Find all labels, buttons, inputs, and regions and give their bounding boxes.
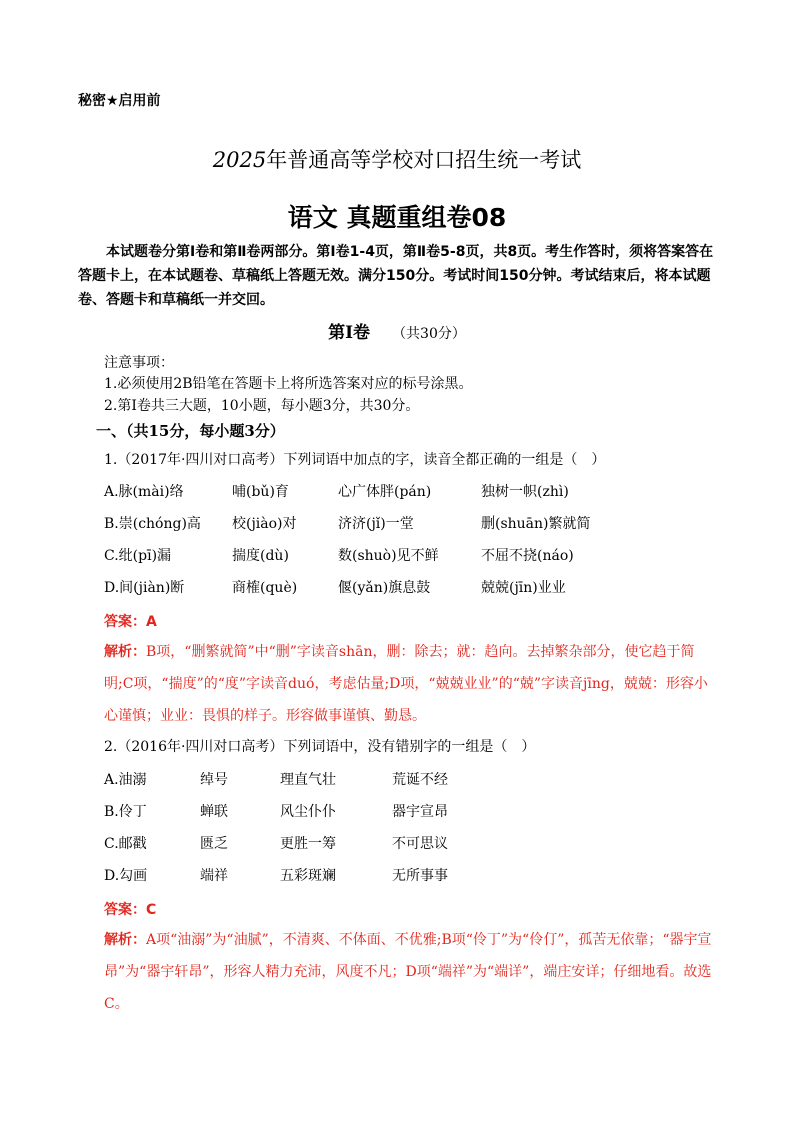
- notes-item-1: 1.必须使用2B铅笔在答题卡上将所选答案对应的标号涂黑。: [104, 376, 473, 392]
- question-1-option-c: [104, 545, 704, 567]
- option-cell: 心广体胖(pán): [338, 484, 432, 500]
- confidential-mark: 秘密★启用前: [78, 93, 161, 109]
- question-2-analysis: [104, 924, 720, 1020]
- option-cell: 哺(bǔ)育: [232, 484, 289, 500]
- question-1-stem: 1.（2017年·四川对口高考）下列词语中加点的字，读音全都正确的一组是（ ）: [104, 452, 606, 468]
- analysis-text: B项，“删繁就简”中“删”字读音shān，删：除去；就：趋向。去掉繁杂部分，使它趋于简明;C项，“揣度”的“度”字读音duó，考虑估量;D项，“兢兢业业”的“兢”字读音jīng，兢兢：形容小心谨慎；业业：畏惧的样子。形容做事谨慎、勤恳。: [104, 644, 708, 724]
- option-cell: 揣度(dù): [232, 548, 289, 564]
- exam-title-text: 年普通高等学校对口招生统一考试: [266, 148, 582, 172]
- option-cell: 独树一帜(zhì): [481, 484, 569, 500]
- exam-title: [0, 144, 794, 174]
- question-2-option-d: [104, 865, 704, 887]
- option-cell: 删(shuān)繁就简: [481, 516, 591, 532]
- option-cell: 绰号: [200, 772, 228, 788]
- option-cell: 济济(jǐ)一堂: [338, 516, 414, 532]
- question-2-option-c: [104, 833, 704, 855]
- option-cell: 蝉联: [200, 804, 228, 820]
- question-2-option-b: [104, 801, 704, 823]
- question-1-answer: 答案：A: [104, 614, 157, 630]
- question-2-option-a: [104, 769, 704, 791]
- question-2-answer: 答案：C: [104, 902, 157, 918]
- volume-name: 第Ⅰ卷: [328, 323, 371, 343]
- option-cell: 理直气壮: [280, 772, 336, 788]
- option-cell: 商榷(què): [232, 580, 298, 596]
- option-cell: C.邮戳: [104, 836, 147, 852]
- analysis-label: 解析：: [104, 932, 146, 948]
- option-cell: 兢兢(jīn)业业: [481, 580, 566, 596]
- volume-title: [0, 318, 794, 343]
- intro-paragraph: 本试题卷分第Ⅰ卷和第Ⅱ卷两部分。第Ⅰ卷1-4页，第Ⅱ卷5-8页，共8页。考生作答时，须将答案答在答题卡上，在本试题卷、草稿纸上答题无效。满分150分。考试时间150分钟。考试结束后，将本试题卷、答题卡和草稿纸一并交回。: [78, 244, 714, 308]
- option-cell: 荒诞不经: [392, 772, 448, 788]
- option-cell: 不屈不挠(náo): [481, 548, 574, 564]
- question-2-stem: 2.（2016年·四川对口高考）下列词语中，没有错别字的一组是（ ）: [104, 739, 536, 755]
- paper-title: 语文 真题重组卷08: [287, 203, 507, 232]
- exam-year: 2025: [212, 148, 267, 172]
- option-cell: 端祥: [200, 868, 228, 884]
- notes-heading: 注意事项：: [104, 355, 174, 371]
- option-cell: 更胜一筹: [280, 836, 336, 852]
- option-cell: B.伶丁: [104, 804, 147, 820]
- question-1-option-d: [104, 577, 704, 599]
- section-one-title: 一、（共15分，每小题3分）: [96, 422, 285, 440]
- question-1-option-a: [104, 481, 704, 503]
- option-cell: A.脉(mài)络: [104, 484, 184, 500]
- option-cell: C.纰(pī)漏: [104, 548, 172, 564]
- option-cell: 五彩斑斓: [280, 868, 336, 884]
- question-1-analysis: [104, 636, 720, 732]
- option-cell: D.间(jiàn)断: [104, 580, 185, 596]
- option-cell: 数(shuò)见不鲜: [338, 548, 439, 564]
- notes-item-2: 2.第Ⅰ卷共三大题，10小题，每小题3分，共30分。: [104, 398, 420, 414]
- option-cell: 风尘仆仆: [280, 804, 336, 820]
- option-cell: 无所事事: [392, 868, 448, 884]
- option-cell: 校(jiào)对: [232, 516, 297, 532]
- analysis-label: 解析：: [104, 644, 146, 660]
- option-cell: B.崇(chóng)高: [104, 516, 201, 532]
- analysis-text: A项“油溺”为“油腻”，不清爽、不体面、不优雅;B项“伶丁”为“伶仃”，孤苦无依靠；“器宇宣昂”为“器宇轩昂”，形容人精力充沛，风度不凡；D项“端祥”为“端详”，端庄安详；仔细地看。故选C。: [104, 932, 712, 1012]
- question-1-option-b: [104, 513, 704, 535]
- volume-score: （共30分）: [392, 326, 466, 342]
- option-cell: 不可思议: [392, 836, 448, 852]
- option-cell: 匮乏: [200, 836, 228, 852]
- option-cell: 器宇宣昂: [392, 804, 448, 820]
- option-cell: A.油溺: [104, 772, 147, 788]
- option-cell: 偃(yǎn)旗息鼓: [338, 580, 431, 596]
- option-cell: D.勾画: [104, 868, 148, 884]
